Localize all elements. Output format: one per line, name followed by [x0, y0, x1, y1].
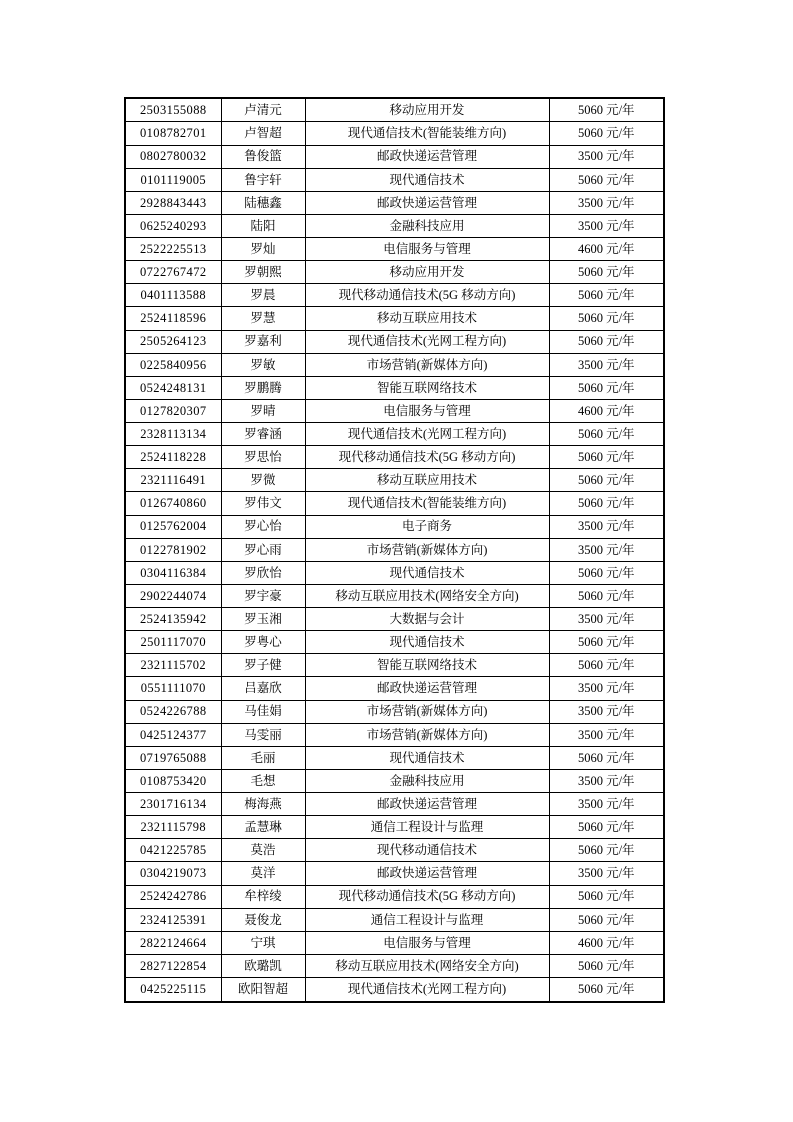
major-cell: 移动应用开发	[305, 98, 549, 122]
major-cell: 金融科技应用	[305, 214, 549, 237]
tuition-cell: 5060 元/年	[549, 330, 664, 353]
student-id-cell: 0722767472	[125, 261, 221, 284]
table-row	[125, 284, 664, 307]
table-row	[125, 816, 664, 839]
major-cell: 移动互联应用技术(网络安全方向)	[305, 954, 549, 977]
student-name-cell: 罗心怡	[221, 515, 305, 538]
student-tuition-table	[124, 97, 665, 1003]
table-row	[125, 700, 664, 723]
major-cell: 市场营销(新媒体方向)	[305, 538, 549, 561]
student-id-cell: 2301716134	[125, 793, 221, 816]
student-id-cell: 2321115702	[125, 654, 221, 677]
tuition-cell: 3500 元/年	[549, 353, 664, 376]
tuition-cell: 5060 元/年	[549, 446, 664, 469]
tuition-cell: 4600 元/年	[549, 238, 664, 261]
tuition-cell: 3500 元/年	[549, 191, 664, 214]
table-row	[125, 515, 664, 538]
student-name-cell: 马雯丽	[221, 723, 305, 746]
tuition-cell: 3500 元/年	[549, 608, 664, 631]
student-id-cell: 0524248131	[125, 376, 221, 399]
table-row	[125, 931, 664, 954]
tuition-cell: 3500 元/年	[549, 515, 664, 538]
major-cell: 现代移动通信技术(5G 移动方向)	[305, 885, 549, 908]
major-cell: 现代移动通信技术	[305, 839, 549, 862]
student-id-cell: 2902244074	[125, 584, 221, 607]
table-row	[125, 677, 664, 700]
student-name-cell: 梅海燕	[221, 793, 305, 816]
student-name-cell: 罗伟文	[221, 492, 305, 515]
student-id-cell: 2505264123	[125, 330, 221, 353]
student-id-cell: 0126740860	[125, 492, 221, 515]
tuition-cell: 5060 元/年	[549, 376, 664, 399]
table-row	[125, 908, 664, 931]
table-row	[125, 307, 664, 330]
student-name-cell: 罗晴	[221, 399, 305, 422]
tuition-cell: 5060 元/年	[549, 631, 664, 654]
tuition-cell: 5060 元/年	[549, 584, 664, 607]
table-row	[125, 446, 664, 469]
student-id-cell: 0802780032	[125, 145, 221, 168]
major-cell: 邮政快递运营管理	[305, 677, 549, 700]
student-name-cell: 莫洋	[221, 862, 305, 885]
student-id-cell: 2501117070	[125, 631, 221, 654]
student-name-cell: 罗欣怡	[221, 561, 305, 584]
table-row	[125, 978, 664, 1002]
major-cell: 市场营销(新媒体方向)	[305, 700, 549, 723]
tuition-cell: 5060 元/年	[549, 954, 664, 977]
table-row	[125, 168, 664, 191]
table-row	[125, 608, 664, 631]
student-id-cell: 2321115798	[125, 816, 221, 839]
tuition-cell: 5060 元/年	[549, 839, 664, 862]
table-row	[125, 122, 664, 145]
major-cell: 通信工程设计与监理	[305, 816, 549, 839]
table-row	[125, 561, 664, 584]
major-cell: 现代移动通信技术(5G 移动方向)	[305, 284, 549, 307]
major-cell: 电子商务	[305, 515, 549, 538]
student-name-cell: 罗玉湘	[221, 608, 305, 631]
major-cell: 邮政快递运营管理	[305, 793, 549, 816]
major-cell: 现代通信技术	[305, 561, 549, 584]
table-row	[125, 98, 664, 122]
student-name-cell: 罗灿	[221, 238, 305, 261]
tuition-cell: 3500 元/年	[549, 538, 664, 561]
tuition-cell: 5060 元/年	[549, 122, 664, 145]
tuition-cell: 5060 元/年	[549, 307, 664, 330]
major-cell: 电信服务与管理	[305, 399, 549, 422]
student-id-cell: 2522225513	[125, 238, 221, 261]
table-row	[125, 469, 664, 492]
student-name-cell: 罗微	[221, 469, 305, 492]
table-row	[125, 862, 664, 885]
table-row	[125, 214, 664, 237]
major-cell: 移动互联应用技术	[305, 469, 549, 492]
tuition-cell: 5060 元/年	[549, 654, 664, 677]
major-cell: 现代移动通信技术(5G 移动方向)	[305, 446, 549, 469]
major-cell: 电信服务与管理	[305, 238, 549, 261]
student-name-cell: 宁琪	[221, 931, 305, 954]
student-id-cell: 2928843443	[125, 191, 221, 214]
major-cell: 现代通信技术(光网工程方向)	[305, 978, 549, 1002]
major-cell: 现代通信技术	[305, 746, 549, 769]
student-id-cell: 0524226788	[125, 700, 221, 723]
tuition-cell: 3500 元/年	[549, 145, 664, 168]
major-cell: 大数据与会计	[305, 608, 549, 631]
table-row	[125, 839, 664, 862]
tuition-cell: 5060 元/年	[549, 746, 664, 769]
tuition-cell: 3500 元/年	[549, 793, 664, 816]
student-name-cell: 牟梓绫	[221, 885, 305, 908]
student-id-cell: 0551111070	[125, 677, 221, 700]
student-name-cell: 罗心雨	[221, 538, 305, 561]
major-cell: 移动互联应用技术(网络安全方向)	[305, 584, 549, 607]
tuition-cell: 5060 元/年	[549, 261, 664, 284]
student-name-cell: 罗晨	[221, 284, 305, 307]
table-row	[125, 423, 664, 446]
table-row	[125, 399, 664, 422]
table-row	[125, 793, 664, 816]
major-cell: 移动应用开发	[305, 261, 549, 284]
student-id-cell: 2827122854	[125, 954, 221, 977]
tuition-cell: 3500 元/年	[549, 723, 664, 746]
student-name-cell: 吕嘉欣	[221, 677, 305, 700]
student-name-cell: 陆穗鑫	[221, 191, 305, 214]
table-row	[125, 746, 664, 769]
student-name-cell: 卢智超	[221, 122, 305, 145]
major-cell: 邮政快递运营管理	[305, 145, 549, 168]
tuition-cell: 3500 元/年	[549, 700, 664, 723]
student-name-cell: 莫浩	[221, 839, 305, 862]
major-cell: 智能互联网络技术	[305, 654, 549, 677]
student-name-cell: 罗鹏腾	[221, 376, 305, 399]
student-id-cell: 0425124377	[125, 723, 221, 746]
tuition-cell: 3500 元/年	[549, 769, 664, 792]
student-id-cell: 2324125391	[125, 908, 221, 931]
student-name-cell: 鲁俊篮	[221, 145, 305, 168]
tuition-cell: 4600 元/年	[549, 931, 664, 954]
major-cell: 电信服务与管理	[305, 931, 549, 954]
student-name-cell: 鲁宇轩	[221, 168, 305, 191]
student-name-cell: 卢清元	[221, 98, 305, 122]
student-id-cell: 0225840956	[125, 353, 221, 376]
tuition-cell: 5060 元/年	[549, 168, 664, 191]
student-id-cell: 0125762004	[125, 515, 221, 538]
tuition-cell: 5060 元/年	[549, 908, 664, 931]
student-name-cell: 欧阳智超	[221, 978, 305, 1002]
student-id-cell: 0108782701	[125, 122, 221, 145]
student-name-cell: 聂俊龙	[221, 908, 305, 931]
student-id-cell: 0719765088	[125, 746, 221, 769]
student-name-cell: 罗嘉利	[221, 330, 305, 353]
table-row	[125, 376, 664, 399]
student-name-cell: 陆阳	[221, 214, 305, 237]
table-row	[125, 492, 664, 515]
table-body	[125, 98, 664, 1002]
table-row	[125, 145, 664, 168]
major-cell: 现代通信技术(光网工程方向)	[305, 330, 549, 353]
tuition-cell: 3500 元/年	[549, 677, 664, 700]
table-row	[125, 769, 664, 792]
student-name-cell: 罗慧	[221, 307, 305, 330]
tuition-cell: 5060 元/年	[549, 978, 664, 1002]
student-name-cell: 马佳娟	[221, 700, 305, 723]
student-id-cell: 0425225115	[125, 978, 221, 1002]
table-row	[125, 954, 664, 977]
student-name-cell: 罗粤心	[221, 631, 305, 654]
tuition-cell: 4600 元/年	[549, 399, 664, 422]
student-id-cell: 2524135942	[125, 608, 221, 631]
student-id-cell: 0122781902	[125, 538, 221, 561]
student-id-cell: 0101119005	[125, 168, 221, 191]
table-row	[125, 191, 664, 214]
tuition-cell: 3500 元/年	[549, 862, 664, 885]
student-id-cell: 2524118596	[125, 307, 221, 330]
student-name-cell: 罗朝熙	[221, 261, 305, 284]
student-id-cell: 0625240293	[125, 214, 221, 237]
student-id-cell: 2328113134	[125, 423, 221, 446]
major-cell: 智能互联网络技术	[305, 376, 549, 399]
tuition-cell: 5060 元/年	[549, 492, 664, 515]
tuition-cell: 5060 元/年	[549, 284, 664, 307]
student-id-cell: 0401113588	[125, 284, 221, 307]
tuition-cell: 5060 元/年	[549, 816, 664, 839]
student-name-cell: 罗宇豪	[221, 584, 305, 607]
student-name-cell: 毛丽	[221, 746, 305, 769]
major-cell: 邮政快递运营管理	[305, 862, 549, 885]
table-row	[125, 238, 664, 261]
table-row	[125, 885, 664, 908]
tuition-cell: 5060 元/年	[549, 469, 664, 492]
student-name-cell: 欧璐凯	[221, 954, 305, 977]
major-cell: 现代通信技术(智能装维方向)	[305, 492, 549, 515]
student-id-cell: 2503155088	[125, 98, 221, 122]
tuition-cell: 3500 元/年	[549, 214, 664, 237]
student-id-cell: 2524242786	[125, 885, 221, 908]
tuition-cell: 5060 元/年	[549, 423, 664, 446]
table-row	[125, 631, 664, 654]
student-name-cell: 罗子健	[221, 654, 305, 677]
tuition-cell: 5060 元/年	[549, 98, 664, 122]
student-id-cell: 0108753420	[125, 769, 221, 792]
student-id-cell: 2524118228	[125, 446, 221, 469]
major-cell: 金融科技应用	[305, 769, 549, 792]
student-id-cell: 2321116491	[125, 469, 221, 492]
major-cell: 移动互联应用技术	[305, 307, 549, 330]
student-name-cell: 罗睿涵	[221, 423, 305, 446]
student-id-cell: 0304116384	[125, 561, 221, 584]
major-cell: 现代通信技术	[305, 168, 549, 191]
major-cell: 市场营销(新媒体方向)	[305, 723, 549, 746]
table-row	[125, 353, 664, 376]
table-row	[125, 654, 664, 677]
tuition-cell: 5060 元/年	[549, 885, 664, 908]
student-name-cell: 罗敏	[221, 353, 305, 376]
student-id-cell: 0127820307	[125, 399, 221, 422]
student-name-cell: 罗思怡	[221, 446, 305, 469]
student-name-cell: 毛想	[221, 769, 305, 792]
student-id-cell: 0421225785	[125, 839, 221, 862]
table-row	[125, 723, 664, 746]
table-row	[125, 538, 664, 561]
tuition-cell: 5060 元/年	[549, 561, 664, 584]
student-id-cell: 2822124664	[125, 931, 221, 954]
major-cell: 现代通信技术(智能装维方向)	[305, 122, 549, 145]
table-row	[125, 330, 664, 353]
major-cell: 通信工程设计与监理	[305, 908, 549, 931]
major-cell: 现代通信技术(光网工程方向)	[305, 423, 549, 446]
major-cell: 邮政快递运营管理	[305, 191, 549, 214]
student-id-cell: 0304219073	[125, 862, 221, 885]
major-cell: 市场营销(新媒体方向)	[305, 353, 549, 376]
table-row	[125, 584, 664, 607]
student-name-cell: 孟慧琳	[221, 816, 305, 839]
table-row	[125, 261, 664, 284]
major-cell: 现代通信技术	[305, 631, 549, 654]
